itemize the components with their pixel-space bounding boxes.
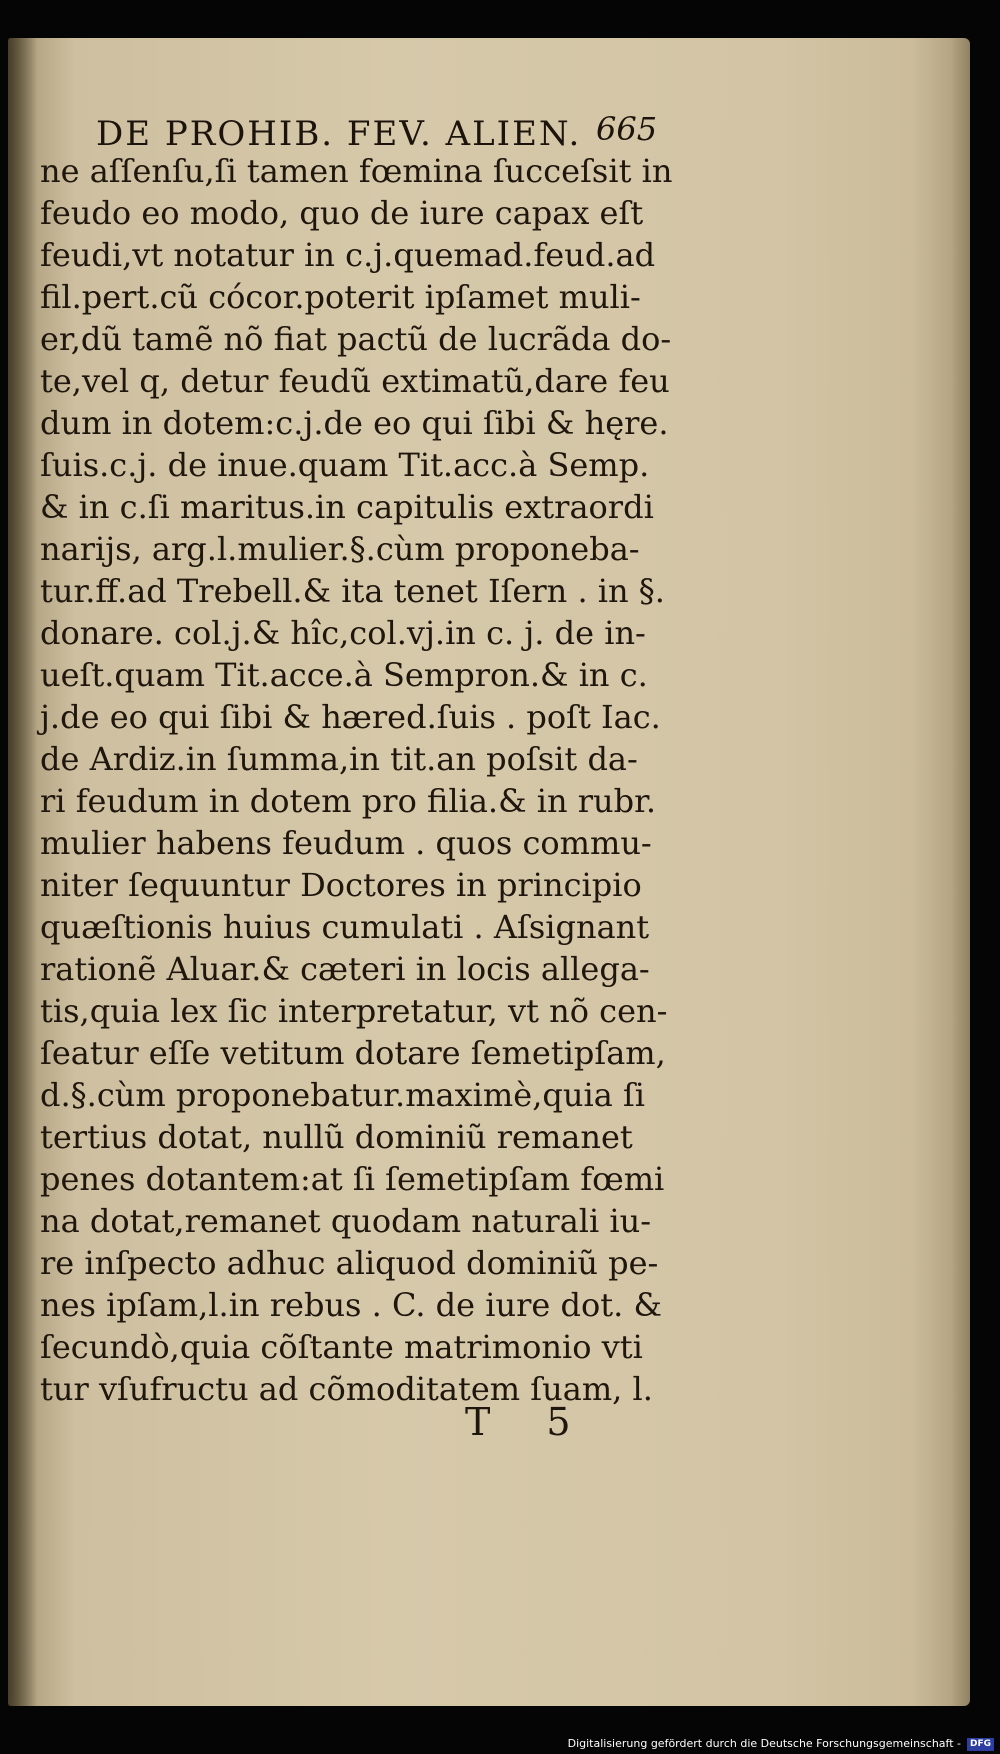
text-line: ſeatur eſſe vetitum dotare ſemetipſam, [40, 1034, 666, 1072]
text-line: j.de eo qui ſibi & hæred.ſuis . poſt Iac. [40, 698, 661, 736]
signature-mark: T 5 [465, 1400, 593, 1444]
text-line: niter ſequuntur Doctores in principio [40, 866, 642, 904]
text-line: ſuis.c.j. de inue.quam Tit.acc.à Semp. [40, 446, 650, 484]
running-head: DE PROHIB. FEV. ALIEN. [96, 114, 582, 154]
text-line: te,vel q, detur feudũ extimatũ,dare feu [40, 362, 670, 400]
text-line: er,dũ tamẽ nõ fiat pactũ de lucrãda do- [40, 320, 672, 358]
text-line: tur vſufructu ad cõmoditatem ſuam, l. [40, 1370, 653, 1408]
text-line: & in c.ſi maritus.in capitulis extraordi [40, 488, 654, 526]
text-line: fil.pert.cũ cócor.poterit ipſamet muli- [40, 278, 641, 316]
text-line: ueſt.quam Tit.acce.à Sempron.& in c. [40, 656, 648, 694]
page-number: 665 [596, 110, 658, 148]
text-line: na dotat,remanet quodam naturali iu- [40, 1202, 652, 1240]
text-line: penes dotantem:at ſi ſemetipſam fœmi [40, 1160, 665, 1198]
text-line: dum in dotem:c.j.de eo qui ſibi & hęre. [40, 404, 669, 442]
body-text [40, 150, 673, 1410]
text-line: narijs, arg.l.mulier.§.cùm proponeba- [40, 530, 640, 568]
dfg-logo: DFG [967, 1738, 994, 1751]
text-line: re inſpecto adhuc aliquod dominiũ pe- [40, 1244, 659, 1282]
text-line: d.§.cùm proponebatur.maximè,quia ſi [40, 1076, 646, 1114]
text-line: de Ardiz.in ſumma,in tit.an poſsit da- [40, 740, 638, 778]
text-line: ſecundò,quia cõſtante matrimonio vti [40, 1328, 643, 1366]
text-line: ri feudum in dotem pro filia.& in rubr. [40, 782, 657, 820]
text-line: mulier habens feudum . quos commu- [40, 824, 652, 862]
text-line: donare. col.j.& hîc,col.vj.in c. j. de in- [40, 614, 646, 652]
digitization-footer [0, 1734, 1000, 1754]
text-line: tur.ff.ad Trebell.& ita tenet Iſern . in §. [40, 572, 665, 610]
text-line: quæſtionis huius cumulati . Aſsignant [40, 908, 650, 946]
text-line: feudi,vt notatur in c.j.quemad.feud.ad [40, 236, 656, 274]
text-line: feudo eo modo, quo de iure capax eſt [40, 194, 644, 232]
text-line: nes ipſam,l.in rebus . C. de iure dot. & [40, 1286, 662, 1324]
text-line: rationẽ Aluar.& cæteri in locis allega- [40, 950, 650, 988]
text-line: tertius dotat, nullũ dominiũ remanet [40, 1118, 633, 1156]
text-line: ne aſſenſu,ſi tamen fœmina ſucceſsit in [40, 152, 673, 190]
footer-credit: Digitalisierung gefördert durch die Deutsche Forschungsgemeinschaft - [567, 1737, 961, 1750]
text-line: tis,quia lex ſic interpretatur, vt nõ cen- [40, 992, 668, 1030]
